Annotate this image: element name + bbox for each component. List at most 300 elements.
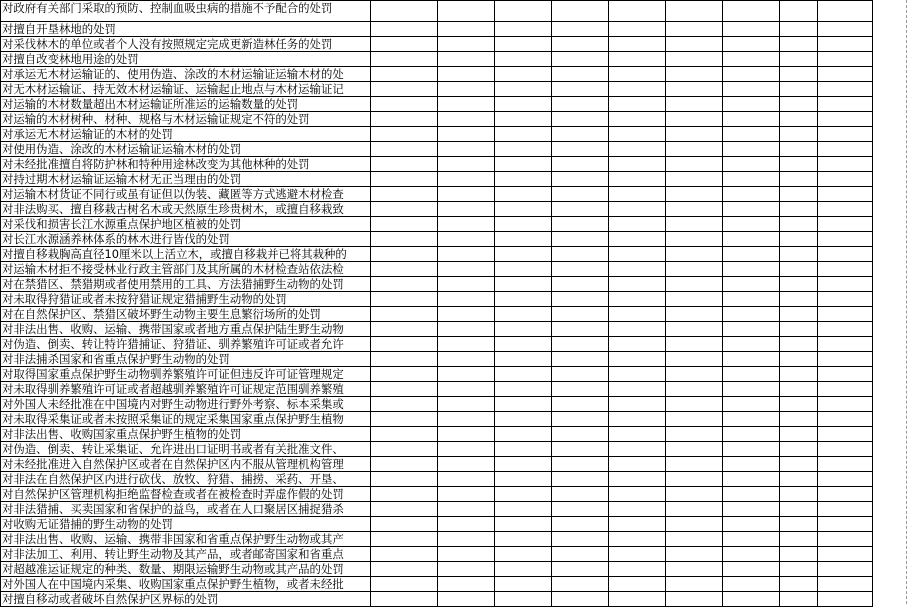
empty-cell[interactable] <box>723 502 780 517</box>
empty-cell[interactable] <box>495 82 552 97</box>
empty-cell[interactable] <box>371 352 438 367</box>
empty-cell[interactable] <box>495 217 552 232</box>
empty-cell[interactable] <box>666 547 723 562</box>
penalty-item-cell[interactable]: 对非法出售、收购国家重点保护野生植物的处罚 <box>1 427 371 442</box>
empty-cell[interactable] <box>723 52 780 67</box>
empty-cell[interactable] <box>780 547 818 562</box>
empty-cell[interactable] <box>723 577 780 592</box>
empty-cell[interactable] <box>552 442 609 457</box>
empty-cell[interactable] <box>552 127 609 142</box>
empty-cell[interactable] <box>438 1 495 22</box>
empty-cell[interactable] <box>780 37 818 52</box>
empty-cell[interactable] <box>609 127 666 142</box>
empty-cell[interactable] <box>818 97 873 112</box>
empty-cell[interactable] <box>552 322 609 337</box>
empty-cell[interactable] <box>495 412 552 427</box>
empty-cell[interactable] <box>552 112 609 127</box>
empty-cell[interactable] <box>371 22 438 37</box>
empty-cell[interactable] <box>438 592 495 607</box>
empty-cell[interactable] <box>552 232 609 247</box>
empty-cell[interactable] <box>371 127 438 142</box>
empty-cell[interactable] <box>780 187 818 202</box>
empty-cell[interactable] <box>438 562 495 577</box>
empty-cell[interactable] <box>438 202 495 217</box>
empty-cell[interactable] <box>438 397 495 412</box>
empty-cell[interactable] <box>552 577 609 592</box>
empty-cell[interactable] <box>552 142 609 157</box>
penalty-item-cell[interactable]: 对采伐林木的单位或者个人没有按照规定完成更新造林任务的处罚 <box>1 37 371 52</box>
empty-cell[interactable] <box>780 532 818 547</box>
empty-cell[interactable] <box>552 592 609 607</box>
empty-cell[interactable] <box>552 97 609 112</box>
empty-cell[interactable] <box>438 457 495 472</box>
empty-cell[interactable] <box>495 517 552 532</box>
empty-cell[interactable] <box>723 547 780 562</box>
penalty-item-cell[interactable]: 对伪造、倒卖、转让采集证、允许进出口证明书或者有关批准文件、 <box>1 442 371 457</box>
empty-cell[interactable] <box>371 562 438 577</box>
empty-cell[interactable] <box>666 427 723 442</box>
empty-cell[interactable] <box>666 592 723 607</box>
empty-cell[interactable] <box>818 172 873 187</box>
empty-cell[interactable] <box>818 502 873 517</box>
empty-cell[interactable] <box>495 1 552 22</box>
empty-cell[interactable] <box>666 157 723 172</box>
penalty-item-cell[interactable]: 对运输木材拒不接受林业行政主管部门及其所属的木材检查站依法检 <box>1 262 371 277</box>
empty-cell[interactable] <box>780 367 818 382</box>
empty-cell[interactable] <box>371 442 438 457</box>
empty-cell[interactable] <box>609 457 666 472</box>
empty-cell[interactable] <box>723 382 780 397</box>
empty-cell[interactable] <box>371 277 438 292</box>
empty-cell[interactable] <box>552 487 609 502</box>
empty-cell[interactable] <box>666 292 723 307</box>
penalty-item-cell[interactable]: 对未取得采集证或者未按照采集证的规定采集国家重点保护野生植物 <box>1 412 371 427</box>
empty-cell[interactable] <box>609 472 666 487</box>
empty-cell[interactable] <box>609 592 666 607</box>
empty-cell[interactable] <box>723 262 780 277</box>
penalty-item-cell[interactable]: 对在禁猎区、禁猎期或者使用禁用的工具、方法猎捕野生动物的处罚 <box>1 277 371 292</box>
empty-cell[interactable] <box>371 97 438 112</box>
empty-cell[interactable] <box>666 472 723 487</box>
empty-cell[interactable] <box>371 577 438 592</box>
empty-cell[interactable] <box>495 172 552 187</box>
penalty-item-cell[interactable]: 对未经批准进入自然保护区或者在自然保护区内不服从管理机构管理 <box>1 457 371 472</box>
empty-cell[interactable] <box>438 37 495 52</box>
empty-cell[interactable] <box>723 157 780 172</box>
empty-cell[interactable] <box>723 487 780 502</box>
empty-cell[interactable] <box>609 232 666 247</box>
empty-cell[interactable] <box>723 82 780 97</box>
empty-cell[interactable] <box>371 382 438 397</box>
empty-cell[interactable] <box>723 37 780 52</box>
penalty-item-cell[interactable]: 对非法出售、收购、运输、携带国家或者地方重点保护陆生野生动物 <box>1 322 371 337</box>
penalty-item-cell[interactable]: 对擅自移动或者破坏自然保护区界标的处罚 <box>1 592 371 607</box>
empty-cell[interactable] <box>723 97 780 112</box>
empty-cell[interactable] <box>780 52 818 67</box>
empty-cell[interactable] <box>818 412 873 427</box>
empty-cell[interactable] <box>780 397 818 412</box>
empty-cell[interactable] <box>780 82 818 97</box>
empty-cell[interactable] <box>552 397 609 412</box>
empty-cell[interactable] <box>818 202 873 217</box>
empty-cell[interactable] <box>495 397 552 412</box>
empty-cell[interactable] <box>666 442 723 457</box>
empty-cell[interactable] <box>780 247 818 262</box>
empty-cell[interactable] <box>780 427 818 442</box>
empty-cell[interactable] <box>609 67 666 82</box>
empty-cell[interactable] <box>495 472 552 487</box>
empty-cell[interactable] <box>666 52 723 67</box>
empty-cell[interactable] <box>723 232 780 247</box>
empty-cell[interactable] <box>552 67 609 82</box>
penalty-item-cell[interactable]: 对无木材运输证、持无效木材运输证、运输起止地点与木材运输证记 <box>1 82 371 97</box>
empty-cell[interactable] <box>495 562 552 577</box>
empty-cell[interactable] <box>438 52 495 67</box>
empty-cell[interactable] <box>818 82 873 97</box>
empty-cell[interactable] <box>666 1 723 22</box>
empty-cell[interactable] <box>495 532 552 547</box>
empty-cell[interactable] <box>438 232 495 247</box>
empty-cell[interactable] <box>666 487 723 502</box>
empty-cell[interactable] <box>438 277 495 292</box>
empty-cell[interactable] <box>552 292 609 307</box>
empty-cell[interactable] <box>495 232 552 247</box>
empty-cell[interactable] <box>371 457 438 472</box>
empty-cell[interactable] <box>723 187 780 202</box>
empty-cell[interactable] <box>780 577 818 592</box>
empty-cell[interactable] <box>371 427 438 442</box>
empty-cell[interactable] <box>371 412 438 427</box>
empty-cell[interactable] <box>666 307 723 322</box>
empty-cell[interactable] <box>818 67 873 82</box>
empty-cell[interactable] <box>723 352 780 367</box>
empty-cell[interactable] <box>818 322 873 337</box>
empty-cell[interactable] <box>552 82 609 97</box>
empty-cell[interactable] <box>818 427 873 442</box>
empty-cell[interactable] <box>818 397 873 412</box>
penalty-item-cell[interactable]: 对擅自开垦林地的处罚 <box>1 22 371 37</box>
empty-cell[interactable] <box>609 382 666 397</box>
empty-cell[interactable] <box>552 412 609 427</box>
empty-cell[interactable] <box>371 67 438 82</box>
empty-cell[interactable] <box>371 322 438 337</box>
empty-cell[interactable] <box>666 367 723 382</box>
empty-cell[interactable] <box>609 547 666 562</box>
empty-cell[interactable] <box>609 142 666 157</box>
empty-cell[interactable] <box>818 352 873 367</box>
empty-cell[interactable] <box>780 97 818 112</box>
empty-cell[interactable] <box>438 532 495 547</box>
empty-cell[interactable] <box>495 67 552 82</box>
empty-cell[interactable] <box>438 247 495 262</box>
empty-cell[interactable] <box>438 412 495 427</box>
empty-cell[interactable] <box>818 307 873 322</box>
empty-cell[interactable] <box>818 382 873 397</box>
empty-cell[interactable] <box>818 1 873 22</box>
empty-cell[interactable] <box>609 187 666 202</box>
empty-cell[interactable] <box>723 472 780 487</box>
empty-cell[interactable] <box>438 97 495 112</box>
empty-cell[interactable] <box>723 562 780 577</box>
empty-cell[interactable] <box>609 502 666 517</box>
empty-cell[interactable] <box>609 292 666 307</box>
empty-cell[interactable] <box>666 142 723 157</box>
empty-cell[interactable] <box>780 337 818 352</box>
penalty-item-cell[interactable]: 对取得国家重点保护野生动物驯养繁殖许可证但违反许可证管理规定 <box>1 367 371 382</box>
empty-cell[interactable] <box>666 262 723 277</box>
empty-cell[interactable] <box>780 127 818 142</box>
empty-cell[interactable] <box>666 277 723 292</box>
empty-cell[interactable] <box>723 307 780 322</box>
empty-cell[interactable] <box>609 247 666 262</box>
empty-cell[interactable] <box>818 292 873 307</box>
empty-cell[interactable] <box>438 352 495 367</box>
empty-cell[interactable] <box>818 487 873 502</box>
empty-cell[interactable] <box>666 82 723 97</box>
penalty-item-cell[interactable]: 对持过期木材运输证运输木材无正当理由的处罚 <box>1 172 371 187</box>
empty-cell[interactable] <box>371 337 438 352</box>
empty-cell[interactable] <box>495 292 552 307</box>
empty-cell[interactable] <box>495 322 552 337</box>
penalty-item-cell[interactable]: 对非法加工、利用、转让野生动物及其产品，或者邮寄国家和省重点 <box>1 547 371 562</box>
empty-cell[interactable] <box>666 97 723 112</box>
penalty-item-cell[interactable]: 对长江水源涵养林体系的林木进行皆伐的处罚 <box>1 232 371 247</box>
empty-cell[interactable] <box>780 322 818 337</box>
penalty-item-cell[interactable]: 对非法捕杀国家和省重点保护野生动物的处罚 <box>1 352 371 367</box>
empty-cell[interactable] <box>495 142 552 157</box>
empty-cell[interactable] <box>666 202 723 217</box>
empty-cell[interactable] <box>780 382 818 397</box>
empty-cell[interactable] <box>609 217 666 232</box>
penalty-item-cell[interactable]: 对承运无木材运输证的木材的处罚 <box>1 127 371 142</box>
empty-cell[interactable] <box>552 307 609 322</box>
empty-cell[interactable] <box>495 202 552 217</box>
empty-cell[interactable] <box>495 487 552 502</box>
empty-cell[interactable] <box>723 127 780 142</box>
empty-cell[interactable] <box>438 517 495 532</box>
empty-cell[interactable] <box>666 412 723 427</box>
empty-cell[interactable] <box>552 562 609 577</box>
empty-cell[interactable] <box>666 577 723 592</box>
empty-cell[interactable] <box>438 322 495 337</box>
empty-cell[interactable] <box>495 157 552 172</box>
empty-cell[interactable] <box>666 112 723 127</box>
empty-cell[interactable] <box>438 502 495 517</box>
empty-cell[interactable] <box>723 292 780 307</box>
empty-cell[interactable] <box>552 277 609 292</box>
empty-cell[interactable] <box>666 532 723 547</box>
empty-cell[interactable] <box>371 262 438 277</box>
penalty-item-cell[interactable]: 对运输木材货证不同行或虽有证但以伪装、藏匿等方式逃避木材检查 <box>1 187 371 202</box>
empty-cell[interactable] <box>723 217 780 232</box>
empty-cell[interactable] <box>666 172 723 187</box>
empty-cell[interactable] <box>818 577 873 592</box>
empty-cell[interactable] <box>780 307 818 322</box>
empty-cell[interactable] <box>609 427 666 442</box>
empty-cell[interactable] <box>818 457 873 472</box>
empty-cell[interactable] <box>552 517 609 532</box>
empty-cell[interactable] <box>818 247 873 262</box>
empty-cell[interactable] <box>371 487 438 502</box>
empty-cell[interactable] <box>818 517 873 532</box>
empty-cell[interactable] <box>371 37 438 52</box>
empty-cell[interactable] <box>818 277 873 292</box>
empty-cell[interactable] <box>438 367 495 382</box>
empty-cell[interactable] <box>495 112 552 127</box>
empty-cell[interactable] <box>780 277 818 292</box>
empty-cell[interactable] <box>552 367 609 382</box>
empty-cell[interactable] <box>609 22 666 37</box>
penalty-item-cell[interactable]: 对伪造、倒卖、转让特许猎捕证、狩猎证、驯养繁殖许可证或者允许 <box>1 337 371 352</box>
empty-cell[interactable] <box>371 142 438 157</box>
empty-cell[interactable] <box>552 262 609 277</box>
empty-cell[interactable] <box>780 67 818 82</box>
empty-cell[interactable] <box>438 547 495 562</box>
empty-cell[interactable] <box>723 457 780 472</box>
empty-cell[interactable] <box>609 202 666 217</box>
empty-cell[interactable] <box>438 292 495 307</box>
empty-cell[interactable] <box>438 172 495 187</box>
empty-cell[interactable] <box>723 592 780 607</box>
empty-cell[interactable] <box>818 337 873 352</box>
empty-cell[interactable] <box>552 157 609 172</box>
empty-cell[interactable] <box>438 22 495 37</box>
empty-cell[interactable] <box>495 547 552 562</box>
empty-cell[interactable] <box>371 547 438 562</box>
empty-cell[interactable] <box>780 157 818 172</box>
empty-cell[interactable] <box>818 232 873 247</box>
empty-cell[interactable] <box>609 307 666 322</box>
empty-cell[interactable] <box>371 397 438 412</box>
empty-cell[interactable] <box>552 352 609 367</box>
empty-cell[interactable] <box>609 82 666 97</box>
empty-cell[interactable] <box>438 157 495 172</box>
empty-cell[interactable] <box>552 247 609 262</box>
empty-cell[interactable] <box>609 112 666 127</box>
penalty-item-cell[interactable]: 对在自然保护区、禁猎区破坏野生动物主要生息繁衍场所的处罚 <box>1 307 371 322</box>
empty-cell[interactable] <box>780 562 818 577</box>
empty-cell[interactable] <box>723 367 780 382</box>
empty-cell[interactable] <box>438 262 495 277</box>
penalty-item-cell[interactable]: 对外国人未经批准在中国境内对野生动物进行野外考察、标本采集或 <box>1 397 371 412</box>
empty-cell[interactable] <box>438 127 495 142</box>
penalty-item-cell[interactable]: 对运输的木材树种、材种、规格与木材运输证规定不符的处罚 <box>1 112 371 127</box>
empty-cell[interactable] <box>666 127 723 142</box>
empty-cell[interactable] <box>780 292 818 307</box>
empty-cell[interactable] <box>495 307 552 322</box>
empty-cell[interactable] <box>780 517 818 532</box>
empty-cell[interactable] <box>818 112 873 127</box>
empty-cell[interactable] <box>552 37 609 52</box>
empty-cell[interactable] <box>723 517 780 532</box>
empty-cell[interactable] <box>818 127 873 142</box>
empty-cell[interactable] <box>371 502 438 517</box>
empty-cell[interactable] <box>818 547 873 562</box>
empty-cell[interactable] <box>818 157 873 172</box>
empty-cell[interactable] <box>780 217 818 232</box>
penalty-item-cell[interactable]: 对运输的木材数量超出木材运输证所准运的运输数量的处罚 <box>1 97 371 112</box>
empty-cell[interactable] <box>371 1 438 22</box>
empty-cell[interactable] <box>818 22 873 37</box>
penalty-item-cell[interactable]: 对采伐和损害长江水源重点保护地区植被的处罚 <box>1 217 371 232</box>
empty-cell[interactable] <box>780 142 818 157</box>
empty-cell[interactable] <box>609 97 666 112</box>
empty-cell[interactable] <box>609 517 666 532</box>
penalty-item-cell[interactable]: 对收购无证猎捕的野生动物的处罚 <box>1 517 371 532</box>
empty-cell[interactable] <box>666 247 723 262</box>
empty-cell[interactable] <box>609 1 666 22</box>
empty-cell[interactable] <box>609 562 666 577</box>
penalty-item-cell[interactable]: 对未经批准擅自将防护林和特种用途林改变为其他林种的处罚 <box>1 157 371 172</box>
empty-cell[interactable] <box>371 247 438 262</box>
empty-cell[interactable] <box>371 157 438 172</box>
empty-cell[interactable] <box>609 367 666 382</box>
empty-cell[interactable] <box>780 22 818 37</box>
empty-cell[interactable] <box>552 472 609 487</box>
empty-cell[interactable] <box>780 442 818 457</box>
empty-cell[interactable] <box>666 517 723 532</box>
empty-cell[interactable] <box>609 532 666 547</box>
empty-cell[interactable] <box>609 322 666 337</box>
penalty-item-cell[interactable]: 对未取得狩猎证或者未按狩猎证规定猎捕野生动物的处罚 <box>1 292 371 307</box>
empty-cell[interactable] <box>723 247 780 262</box>
empty-cell[interactable] <box>438 427 495 442</box>
penalty-item-cell[interactable]: 对使用伪造、涂改的木材运输证运输木材的处罚 <box>1 142 371 157</box>
empty-cell[interactable] <box>780 202 818 217</box>
empty-cell[interactable] <box>609 337 666 352</box>
empty-cell[interactable] <box>818 217 873 232</box>
empty-cell[interactable] <box>371 82 438 97</box>
empty-cell[interactable] <box>438 142 495 157</box>
empty-cell[interactable] <box>780 487 818 502</box>
empty-cell[interactable] <box>371 367 438 382</box>
empty-cell[interactable] <box>818 562 873 577</box>
empty-cell[interactable] <box>723 397 780 412</box>
empty-cell[interactable] <box>438 187 495 202</box>
empty-cell[interactable] <box>818 262 873 277</box>
empty-cell[interactable] <box>818 442 873 457</box>
empty-cell[interactable] <box>552 382 609 397</box>
penalty-item-cell[interactable]: 对自然保护区管理机构拒绝监督检查或者在被检查时弄虚作假的处罚 <box>1 487 371 502</box>
empty-cell[interactable] <box>609 397 666 412</box>
empty-cell[interactable] <box>780 1 818 22</box>
empty-cell[interactable] <box>552 457 609 472</box>
empty-cell[interactable] <box>780 352 818 367</box>
penalty-item-cell[interactable]: 对政府有关部门采取的预防、控制血吸虫病的措施不予配合的处罚 <box>1 1 371 22</box>
empty-cell[interactable] <box>371 472 438 487</box>
empty-cell[interactable] <box>371 217 438 232</box>
empty-cell[interactable] <box>552 217 609 232</box>
empty-cell[interactable] <box>818 142 873 157</box>
empty-cell[interactable] <box>552 52 609 67</box>
empty-cell[interactable] <box>780 232 818 247</box>
empty-cell[interactable] <box>371 112 438 127</box>
empty-cell[interactable] <box>438 67 495 82</box>
empty-cell[interactable] <box>609 277 666 292</box>
empty-cell[interactable] <box>780 172 818 187</box>
empty-cell[interactable] <box>723 202 780 217</box>
empty-cell[interactable] <box>371 172 438 187</box>
penalty-item-cell[interactable]: 对外国人在中国境内采集、收购国家重点保护野生植物，或者未经批 <box>1 577 371 592</box>
penalty-item-cell[interactable]: 对未取得驯养繁殖许可证或者超越驯养繁殖许可证规定范围驯养繁殖 <box>1 382 371 397</box>
empty-cell[interactable] <box>818 367 873 382</box>
empty-cell[interactable] <box>780 592 818 607</box>
empty-cell[interactable] <box>438 112 495 127</box>
empty-cell[interactable] <box>609 157 666 172</box>
empty-cell[interactable] <box>723 1 780 22</box>
empty-cell[interactable] <box>438 217 495 232</box>
empty-cell[interactable] <box>371 292 438 307</box>
